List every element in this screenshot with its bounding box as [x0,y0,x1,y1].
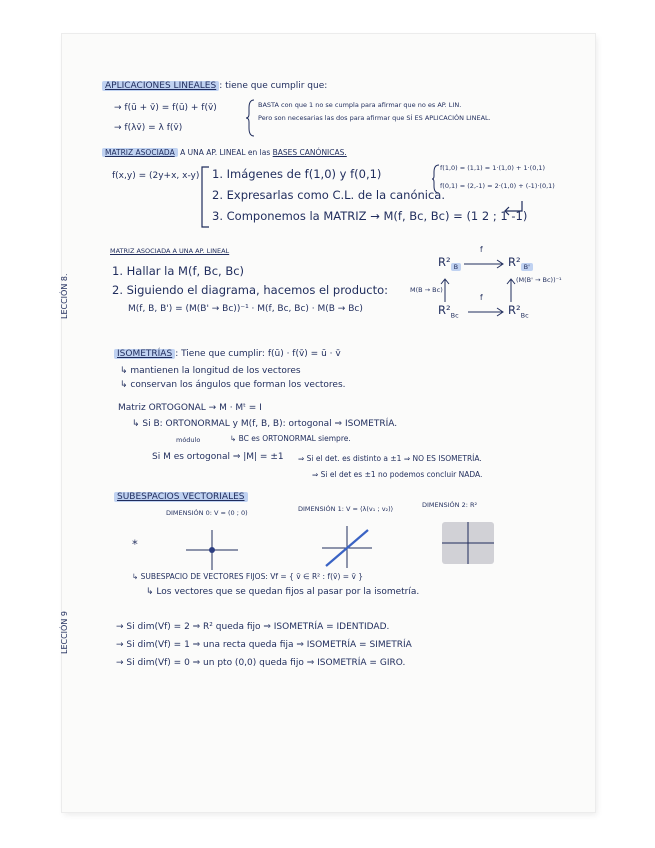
diagram-left-label: M(B → Bc) [410,286,443,294]
isometries-heading-line [114,350,341,360]
canonical-matrix-heading: MATRIZ ASOCIADA [102,148,178,157]
diagram-top-left: R² $_B$ [438,256,461,271]
dim1-sketch [320,524,374,570]
canonical-matrix-heading-rest: A UNA AP. LINEAL en las [180,148,271,157]
isometries-intro: : Tiene que cumplir: f(ū) · f(v̄) = ū · v̄ [175,349,341,359]
canonical-matrix-heading-line [102,149,347,157]
linear-maps-condition-sum: → f(ū + v̄) = f(ū) + f(v̄) [114,103,217,113]
subspaces-case-1: → Si dim(Vf) = 2 ⇒ R² queda fijo ⇒ ISOMETRÍA = IDENTIDAD. [116,622,390,632]
subspaces-dim-2: DIMENSIÓN 2: R² [422,501,478,509]
canonical-matrix-step-2: 2. Expresarlas como C.L. de la canónica. [212,188,445,202]
linear-maps-brace [246,98,256,138]
notebook-page [62,34,595,812]
linear-maps-heading: APLICACIONES LINEALES [102,81,219,91]
canonical-matrix-step-1: 1. Imágenes de f(1,0) y f(0,1) [212,167,382,181]
linear-maps-heading-line [102,82,327,92]
margin-lesson-9: LECCIÓN 9 [60,611,69,654]
diagram-left-arrow-icon [440,278,450,304]
canonical-matrix-function: f(x,y) = (2y+x, x-y) [112,171,200,181]
margin-lesson-8: LECCIÓN 8. [60,273,69,319]
linear-maps-intro: : tiene que cumplir que: [219,81,328,91]
isometries-note-bc: ↳ BC es ORTONORMAL siempre. [230,434,351,443]
diagram-right-label: (M(B' → Bc))⁻¹ [516,276,562,284]
subspaces-case-3: → Si dim(Vf) = 0 ⇒ un pto (0,0) queda fijo ⇒ ISOMETRÍA = GIRO. [116,658,406,668]
subspaces-case-2: → Si dim(Vf) = 1 ⇒ una recta queda fija ⇒ ISOMETRÍA = SIMETRÍA [116,640,412,650]
subspaces-dim-0: DIMENSIÓN 0: V = (0 ; 0) [166,509,248,517]
linear-maps-note-2: Pero son necesarias las dos para afirmar que SÍ ES APLICACIÓN LINEAL. [258,114,491,122]
diagram-top-arrow-label: f [480,245,483,254]
general-matrix-step-1: 1. Hallar la M(f, Bc, Bc) [112,264,245,278]
isometries-property-2: ↳ conservan los ángulos que forman los vectores. [120,380,346,390]
canonical-side-eq-1: f(1,0) = (1,1) = 1·(1,0) + 1·(0,1) [440,164,546,172]
linear-maps-note-1: BASTA con que 1 no se cumpla para afirmar que no es AP. LIN. [258,101,462,109]
canonical-side-eq-2: f(0,1) = (2,-1) = 2·(1,0) + (-1)·(0,1) [440,182,555,190]
general-matrix-formula: M(f, B, B') = (M(B' → Bc))⁻¹ · M(f, Bc, Bc) · M(B → Bc) [128,304,363,314]
general-matrix-heading: MATRIZ ASOCIADA A UNA AP. LINEAL [110,247,230,255]
subspaces-fixed-definition: ↳ SUBESPACIO DE VECTORES FIJOS: Vf = { v̄ ∈ R² : f(v̄) = v̄ } [132,572,364,581]
diagram-right-arrow-icon [506,278,516,304]
isometries-heading: ISOMETRÍAS [114,349,175,359]
dim2-sketch [440,520,496,566]
linear-maps-condition-scalar: → f(λv̄) = λ f(v̄) [114,123,183,133]
canonical-matrix-bases: BASES CANÓNICAS. [272,148,347,157]
diagram-bottom-right: $R^2_{Bc}$ [508,303,529,320]
diagram-top-right: R² $_{B'}$ [508,256,533,271]
subspaces-dim-1: DIMENSIÓN 1: V = ⟨λ(v₁ ; v₂)⟩ [298,505,394,513]
isometries-det-case-2: ⇒ Si el det es ±1 no podemos concluir NADA. [312,470,483,479]
subspaces-asterisk: * [132,537,138,551]
isometries-det-case-1: ⇒ Si el det. es distinto a ±1 ⇒ NO ES ISOMETRÍA. [298,454,482,463]
diagram-top-arrow-icon [462,256,506,268]
diagram-bottom-left: $R^2_{Bc}$ [438,303,459,320]
diagram-bottom-arrow-icon [466,304,506,316]
subspaces-fixed-note: ↳ Los vectores que se quedan fijos al pasar por la isometría. [146,587,420,597]
isometries-note-top: módulo [176,436,201,444]
isometries-determinant: Si M es ortogonal ⇒ |M| = ±1 [152,452,284,462]
general-matrix-step-2: 2. Siguiendo el diagrama, hacemos el producto: [112,283,389,297]
subspaces-heading: SUBESPACIOS VECTORIALES [114,493,248,503]
canonical-matrix-bracket [200,166,210,228]
canonical-matrix-step-3: 3. Componemos la MATRIZ → M(f, Bc, Bc) = (1 2 ; 1 -1) [212,209,528,223]
isometries-orthogonal: Matriz ORTOGONAL → M · Mᵗ = I [118,403,262,413]
isometries-orthonormal: ↳ Si B: ORTONORMAL y M(f, B, B): ortogonal ⇒ ISOMETRÍA. [132,419,398,429]
canonical-side-brace [432,164,440,194]
isometries-property-1: ↳ mantienen la longitud de los vectores [120,366,301,376]
diagram-bottom-arrow-label: f [480,293,483,302]
return-arrow-icon [502,200,524,216]
dim0-sketch [184,528,240,572]
